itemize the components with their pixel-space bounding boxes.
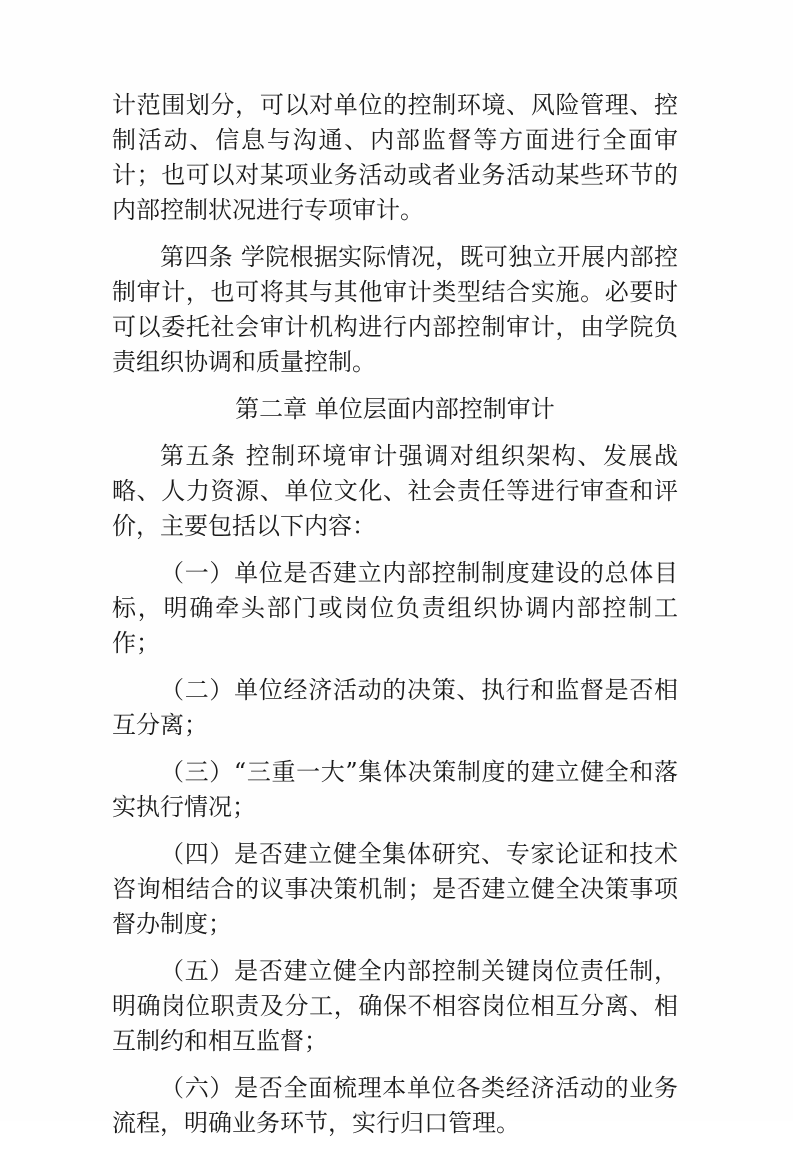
chapter-heading: 第二章 单位层面内部控制审计 — [235, 395, 555, 423]
paragraph-continuation: 计范围划分，可以对单位的控制环境、风险管理、控制活动、信息与沟通、内部监督等方面进行全面审计；也可以对某项业务活动或者业务活动某些环节的内部控制状况进行专项审计。 — [112, 91, 678, 224]
list-item-6: （六）是否全面梳理本单位各类经济活动的业务流程，明确业务环节，实行归口管理。 — [112, 1074, 678, 1137]
list-item-2: （二）单位经济活动的决策、执行和监督是否相互分离； — [112, 676, 678, 739]
paragraph-article-4: 第四条 学院根据实际情况，既可独立开展内部控制审计，也可将其与其他审计类型结合实施。必要时可以委托社会审计机构进行内部控制审计，由学院负责组织协调和质量控制。 — [112, 243, 678, 376]
list-item-5: （五）是否建立健全内部控制关键岗位责任制，明确岗位职责及分工，确保不相容岗位相互分离、相互制约和相互监督； — [112, 957, 678, 1055]
list-item-4: （四）是否建立健全集体研究、专家论证和技术咨询相结合的议事决策机制；是否建立健全决策事项督办制度； — [112, 840, 678, 938]
list-item-1: （一）单位是否建立内部控制制度建设的总体目标，明确牵头部门或岗位负责组织协调内部控制工作； — [112, 559, 678, 657]
paragraph-article-5: 第五条 控制环境审计强调对组织架构、发展战略、人力资源、单位文化、社会责任等进行审查和评价，主要包括以下内容： — [112, 442, 678, 540]
document-body — [112, 88, 678, 1153]
list-item-3: （三）“三重一大”集体决策制度的建立健全和落实执行情况； — [112, 758, 678, 821]
